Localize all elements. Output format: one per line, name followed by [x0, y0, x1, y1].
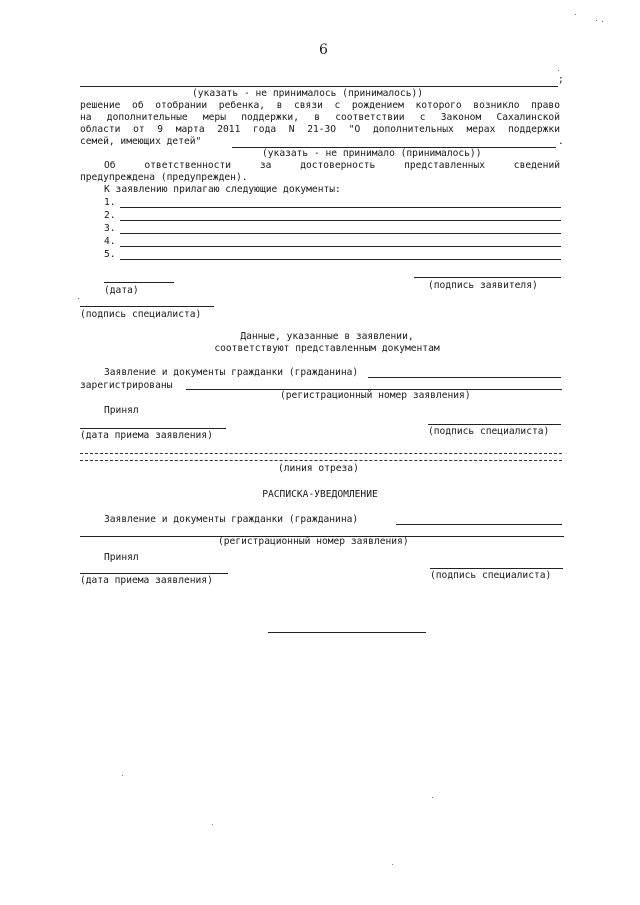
decision-line-2: на дополнительные меры поддержки, в соответствии с Законом Сахалинской — [80, 112, 560, 123]
verify-heading-line-1: Данные, указанные в заявлении, — [240, 331, 414, 342]
attachment-label-2: 2. — [104, 210, 116, 221]
cut-line-1 — [80, 453, 562, 454]
attachment-line-2 — [120, 220, 561, 221]
receipt-citizen-name-line — [396, 524, 562, 525]
receipt-specialist-sign-caption: (подпись специалиста) — [430, 570, 552, 581]
scan-speck — [212, 824, 213, 825]
cut-line-2 — [80, 460, 562, 461]
scan-speck — [122, 775, 123, 776]
responsibility-line-1: Об ответственности за достоверность представленных сведений — [104, 160, 560, 171]
scan-speck — [602, 21, 603, 22]
attachment-label-3: 3. — [104, 223, 116, 234]
closing-rule — [268, 632, 426, 633]
reg-number-caption: (регистрационный номер заявления) — [280, 390, 471, 401]
specialist-sign-caption-2: (подпись специалиста) — [428, 426, 550, 437]
page-number: 6 — [319, 42, 328, 58]
attachment-line-5 — [120, 259, 561, 260]
accept-date-caption: (дата приема заявления) — [80, 430, 213, 441]
date-line — [104, 282, 174, 283]
blank-line-top — [80, 86, 558, 87]
specialist-sign-caption: (подпись специалиста) — [80, 309, 202, 320]
receipt-specialist-sign-line — [430, 568, 563, 569]
accept-date-line — [80, 428, 226, 429]
scan-speck — [596, 20, 597, 21]
attachment-label-4: 4. — [104, 236, 116, 247]
decision-period: . — [558, 136, 564, 147]
verify-heading-line-2: соответствуют представленным документам — [214, 343, 440, 354]
specialist-sign-line — [80, 306, 214, 307]
attachment-line-1 — [120, 207, 561, 208]
scan-speck — [575, 14, 576, 15]
decision-line-3: области от 9 марта 2011 года N 21-ЗО "О дополнительных мерах поддержки — [80, 124, 560, 135]
attachment-label-1: 1. — [104, 197, 116, 208]
decision-line-4: семей, имеющих детей" — [80, 136, 202, 147]
responsibility-line-2: предупреждена (предупрежден). — [80, 172, 248, 183]
receipt-reg-number-caption: (регистрационный номер заявления) — [218, 536, 409, 547]
trailing-semicolon: ; — [558, 74, 564, 85]
date-caption: (дата) — [104, 285, 139, 296]
decision-line-1: решение об отобрании ребенка, в связи с рождением которого возникло право — [80, 100, 560, 111]
attachment-line-4 — [120, 246, 561, 247]
registered-label: зарегистрированы — [80, 380, 173, 391]
attach-intro: К заявлению прилагаю следующие документы: — [104, 184, 341, 195]
accepted-label: Принял — [104, 405, 139, 416]
receipt-docs-of-citizen-label: Заявление и документы гражданки (гражданина) — [104, 514, 359, 525]
receipt-title: РАСПИСКА-УВЕДОМЛЕНИЕ — [262, 489, 378, 500]
scan-speck — [558, 70, 559, 71]
docs-of-citizen-label: Заявление и документы гражданки (гражданина) — [104, 367, 359, 378]
receipt-accept-date-line — [80, 573, 228, 574]
caption-specify-accepted-2: (указать - не принимало (принималось)) — [262, 148, 482, 159]
cut-line-caption: (линия отреза) — [278, 463, 359, 474]
attachment-line-3 — [120, 233, 561, 234]
caption-specify-accepted: (указать - не принималось (принималось)) — [192, 88, 424, 99]
receipt-accepted-label: Принял — [104, 552, 139, 563]
scan-speck — [392, 864, 393, 865]
applicant-sign-line — [414, 277, 561, 278]
attachment-label-5: 5. — [104, 249, 116, 260]
citizen-name-line — [368, 377, 561, 378]
receipt-accept-date-caption: (дата приема заявления) — [80, 575, 213, 586]
specialist-sign-line-2 — [428, 424, 561, 425]
scan-speck — [432, 797, 433, 798]
scan-speck — [78, 298, 79, 299]
applicant-sign-caption: (подпись заявителя) — [428, 280, 538, 291]
